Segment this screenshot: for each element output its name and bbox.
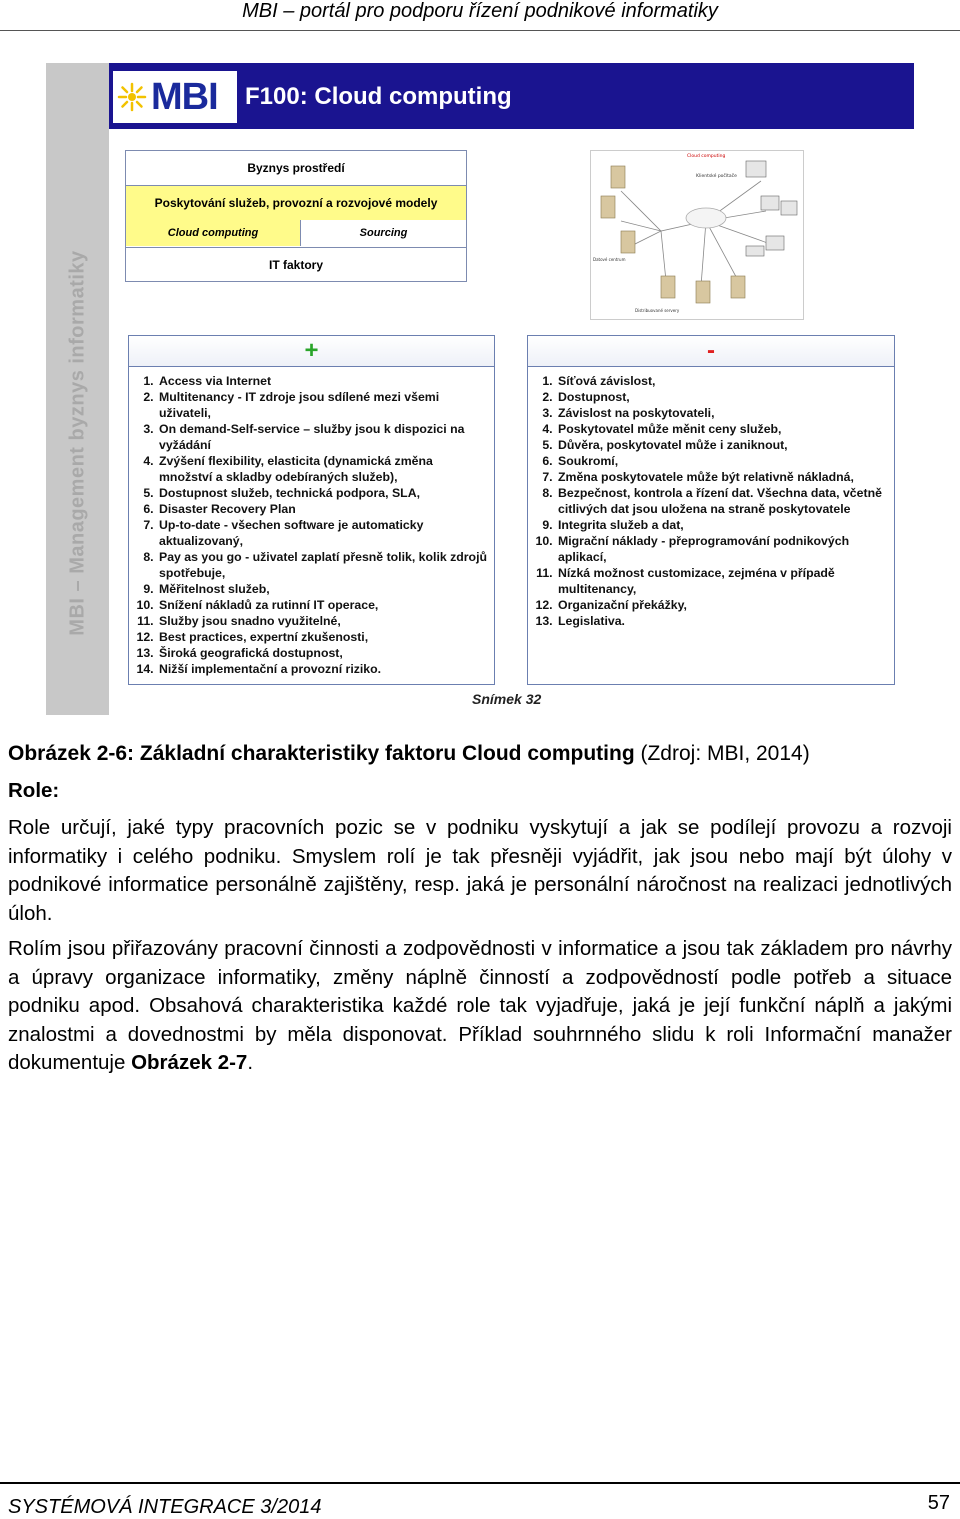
disadvantage-item: 13. Legislativa. — [556, 613, 888, 629]
layer-it: IT faktory — [126, 247, 466, 282]
plus-heading: + — [129, 336, 494, 367]
slide-sidebar — [46, 63, 109, 715]
disadvantage-item: 1. Síťová závislost, — [556, 373, 888, 389]
disadvantage-item: 9. Integrita služeb a dat, — [556, 517, 888, 533]
layer-sourcing: Sourcing — [301, 220, 466, 246]
paragraph-2-text: Rolím jsou přiřazovány pracovní činnosti a zodpovědnosti v informatice a jsou tak základem pro návrhy a úpravy organizace informatiky, změny náplně činností a zodpovědností podle potřeb a situace podniku apod. Obsahová charakteristika každé role tak vyjadřuje, jaká je její funkční náplň a jakými znalostmi a dovednostmi by měla disponovat. Příklad souhrnného slidu k roli Informační manažer dokumentuje — [8, 937, 952, 1074]
paragraph-1: Role určují, jaké typy pracovních pozic se v podniku vyskytují a jak se podílejí provozu a rozvoji informatiky i celého podniku. Smyslem rolí je tak přesněji vyjádřit, jak jsou nebo mají být úlohy v podnikové informatice personálně zajištěny, resp. jaká je personální náročnost na realizaci jednotlivých úloh. — [8, 816, 952, 925]
advantage-item: 8. Pay as you go - uživatel zaplatí přesně tolik, kolik zdrojů spotřebuje, — [157, 549, 488, 581]
disadvantage-item: 4. Poskytovatel může měnit ceny služeb, — [556, 421, 888, 437]
svg-text:Cloud computing: Cloud computing — [687, 154, 726, 159]
caption-source: (Zdroj: MBI, 2014) — [634, 742, 810, 765]
advantage-item: 2. Multitenancy - IT zdroje jsou sdílené mezi všemi uživateli, — [157, 389, 488, 421]
disadvantage-item: 3. Závislost na poskytovateli, — [556, 405, 888, 421]
svg-text:Distribuované servery: Distribuované servery — [635, 308, 680, 313]
layer-byznys: Byznys prostředí — [126, 151, 466, 186]
advantage-item: 5. Dostupnost služeb, technická podpora, SLA, — [157, 485, 488, 501]
advantage-item: 1. Access via Internet — [157, 373, 488, 389]
figure-reference: Obrázek 2-7 — [131, 1051, 248, 1074]
advantage-item: 12. Best practices, expertní zkušenosti, — [157, 629, 488, 645]
advantage-item: 3. On demand-Self-service – služby jsou k dispozici na vyžádání — [157, 421, 488, 453]
advantages-box — [128, 335, 495, 685]
page-number: 57 — [927, 1492, 950, 1514]
network-diagram — [591, 151, 803, 319]
advantage-item: 6. Disaster Recovery Plan — [157, 501, 488, 517]
sun-icon — [117, 82, 147, 112]
disadvantage-item: 10. Migrační náklady - přeprogramování podnikových aplikací, — [556, 533, 888, 565]
svg-text:Datové centrum: Datové centrum — [593, 257, 626, 262]
advantage-item: 4. Zvýšení flexibility, elasticita (dynamická změna množství a skladby odebíraných služeb), — [157, 453, 488, 485]
advantages-list — [129, 367, 494, 677]
slide-number: Snímek 32 — [472, 691, 542, 707]
role-heading: Role: — [8, 779, 60, 802]
cloud-diagram — [590, 150, 804, 320]
layer-cloud: Cloud computing — [126, 220, 301, 246]
advantage-item: 11. Služby jsou snadno využitelné, — [157, 613, 488, 629]
disadvantage-item: 6. Soukromí, — [556, 453, 888, 469]
advantage-item: 13. Široká geografická dostupnost, — [157, 645, 488, 661]
disadvantage-item: 2. Dostupnost, — [556, 389, 888, 405]
slide-title: F100: Cloud computing — [245, 83, 512, 110]
footer-journal: SYSTÉMOVÁ INTEGRACE 3/2014 — [8, 1496, 322, 1518]
mbi-logo — [113, 71, 237, 123]
minus-heading: - — [528, 336, 894, 367]
paragraph-2 — [8, 935, 952, 1078]
advantage-item: 14. Nižší implementační a provozní riziko. — [157, 661, 488, 677]
advantage-item: 9. Měřitelnost služeb, — [157, 581, 488, 597]
slide-title-bar — [109, 63, 914, 129]
layer-services: Poskytování služeb, provozní a rozvojové modely — [126, 186, 466, 220]
page-header — [0, 0, 960, 31]
logo-text: MBI — [151, 75, 218, 118]
sidebar-vertical-text: MBI – Management byznys informatiky — [66, 250, 89, 636]
disadvantage-item: 11. Nízká možnost customizace, zejména v případě multitenancy, — [556, 565, 888, 597]
figure-caption — [8, 740, 952, 769]
paragraph-2-end: . — [247, 1051, 254, 1074]
disadvantages-box — [527, 335, 895, 685]
disadvantage-item: 7. Změna poskytovatele může být relativně nákladná, — [556, 469, 888, 485]
disadvantage-item: 8. Bezpečnost, kontrola a řízení dat. Všechna data, včetně citlivých dat jsou uložena na straně poskytovatele — [556, 485, 888, 517]
slide-image — [46, 63, 914, 715]
page-footer — [0, 1482, 960, 1518]
header-title: MBI – portál pro podporu řízení podnikové informatiky — [242, 0, 718, 22]
disadvantage-item: 5. Důvěra, poskytovatel může i zaniknout, — [556, 437, 888, 453]
svg-text:Klientské počítače: Klientské počítače — [696, 174, 737, 179]
disadvantages-list — [528, 367, 894, 629]
layer-box — [125, 150, 467, 282]
advantage-item: 7. Up-to-date - všechen software je automaticky aktualizovaný, — [157, 517, 488, 549]
advantage-item: 10. Snížení nákladů za rutinní IT operace, — [157, 597, 488, 613]
caption-bold: Obrázek 2-6: Základní charakteristiky faktoru Cloud computing — [8, 742, 635, 765]
disadvantage-item: 12. Organizační překážky, — [556, 597, 888, 613]
